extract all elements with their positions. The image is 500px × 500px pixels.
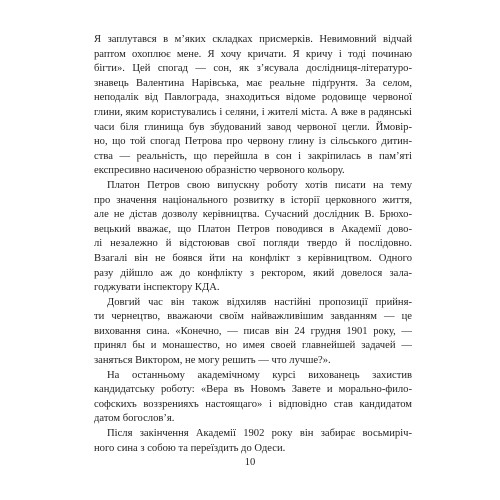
text-line: кандидатську роботу: «Вера въ Новомъ Завете и морально-фило- [94,384,412,396]
text-line: лі незалежно й відстоював свої погляди твердо й послідовно. [94,238,412,250]
text-line: Після закінчення Академії 1902 року він забирає восьмиріч- [107,428,412,440]
text-line: про значення національного розвитку в історії церковного життя, [94,194,412,206]
text-line: але не дістав дозволу керівництва. Сучасний дослідник В. Брюхо- [94,209,412,221]
text-line: принял бы и монашество, но имея своей главнейшей задачей — [94,340,412,352]
page-number: 10 [244,457,256,468]
text-line: бігти». Цей спогад — сон, як з’ясувала дослідниця-літературо- [94,63,412,75]
text-line: часи біля глинища був збудований завод червоної цегли. Ймовір- [94,121,412,133]
text-line: ного сина з собою та переїздить до Одеси. [94,442,286,454]
page-body [94,33,412,456]
text-line: вецький вважає, що Платон Петров поводився в Академії дово- [94,223,412,235]
text-line: Платон Петров свою випускну роботу хотів писати на тему [107,179,412,191]
text-line: виховання сина. «Конечно, — писав він 24 грудня 1901 року, — [94,325,412,337]
text-line: На останньому академічному курсі вихованець захистив [107,369,412,381]
text-line: експресивно насиченою образністю червоного кольору. [94,165,345,177]
text-line: ства — реальність, що перейшла в сон і закріпилась в пам’яті [94,150,412,162]
text-line: но, що той спогад Петрова про червону глину із сільського дитин- [94,136,412,148]
text-line: Довгий час він також відхиляв настійні пропозиції прийня- [107,296,412,308]
text-line: Взагалі він не боявся йти на конфлікт з керівництвом. Одного [94,252,412,264]
text-line: Я заплутався в м’яких складках присмерків. Невимовний відчай [94,34,412,45]
text-line: заняться Виктором, не могу решить — что лучше?». [94,355,331,367]
text-line: неподалік від Павлограда, знаходиться відоме родовище червоної [94,92,412,104]
text-line: софскихъ воззренияхъ настоящаго» і відповідно став кандидатом [94,398,412,410]
text-line: годжувати інспектору КДА. [94,282,220,294]
text-line: раптом охоплює мене. Я хочу кричати. Я кричу і тоді починаю [94,48,412,60]
text-line: датом богослов’я. [94,413,175,425]
text-line: знавець Валентина Нарівська, має реальне підґрунтя. За селом, [94,77,412,89]
text-line: глини, яким користувались і селяни, і жителі міста. А вже в радянські [94,106,412,118]
text-line: ти чернецтво, вважаючи своїм найважливішим завданням — це [94,311,412,323]
text-line: разу дійшло аж до конфлікту з ректором, який довелося зала- [94,267,412,279]
